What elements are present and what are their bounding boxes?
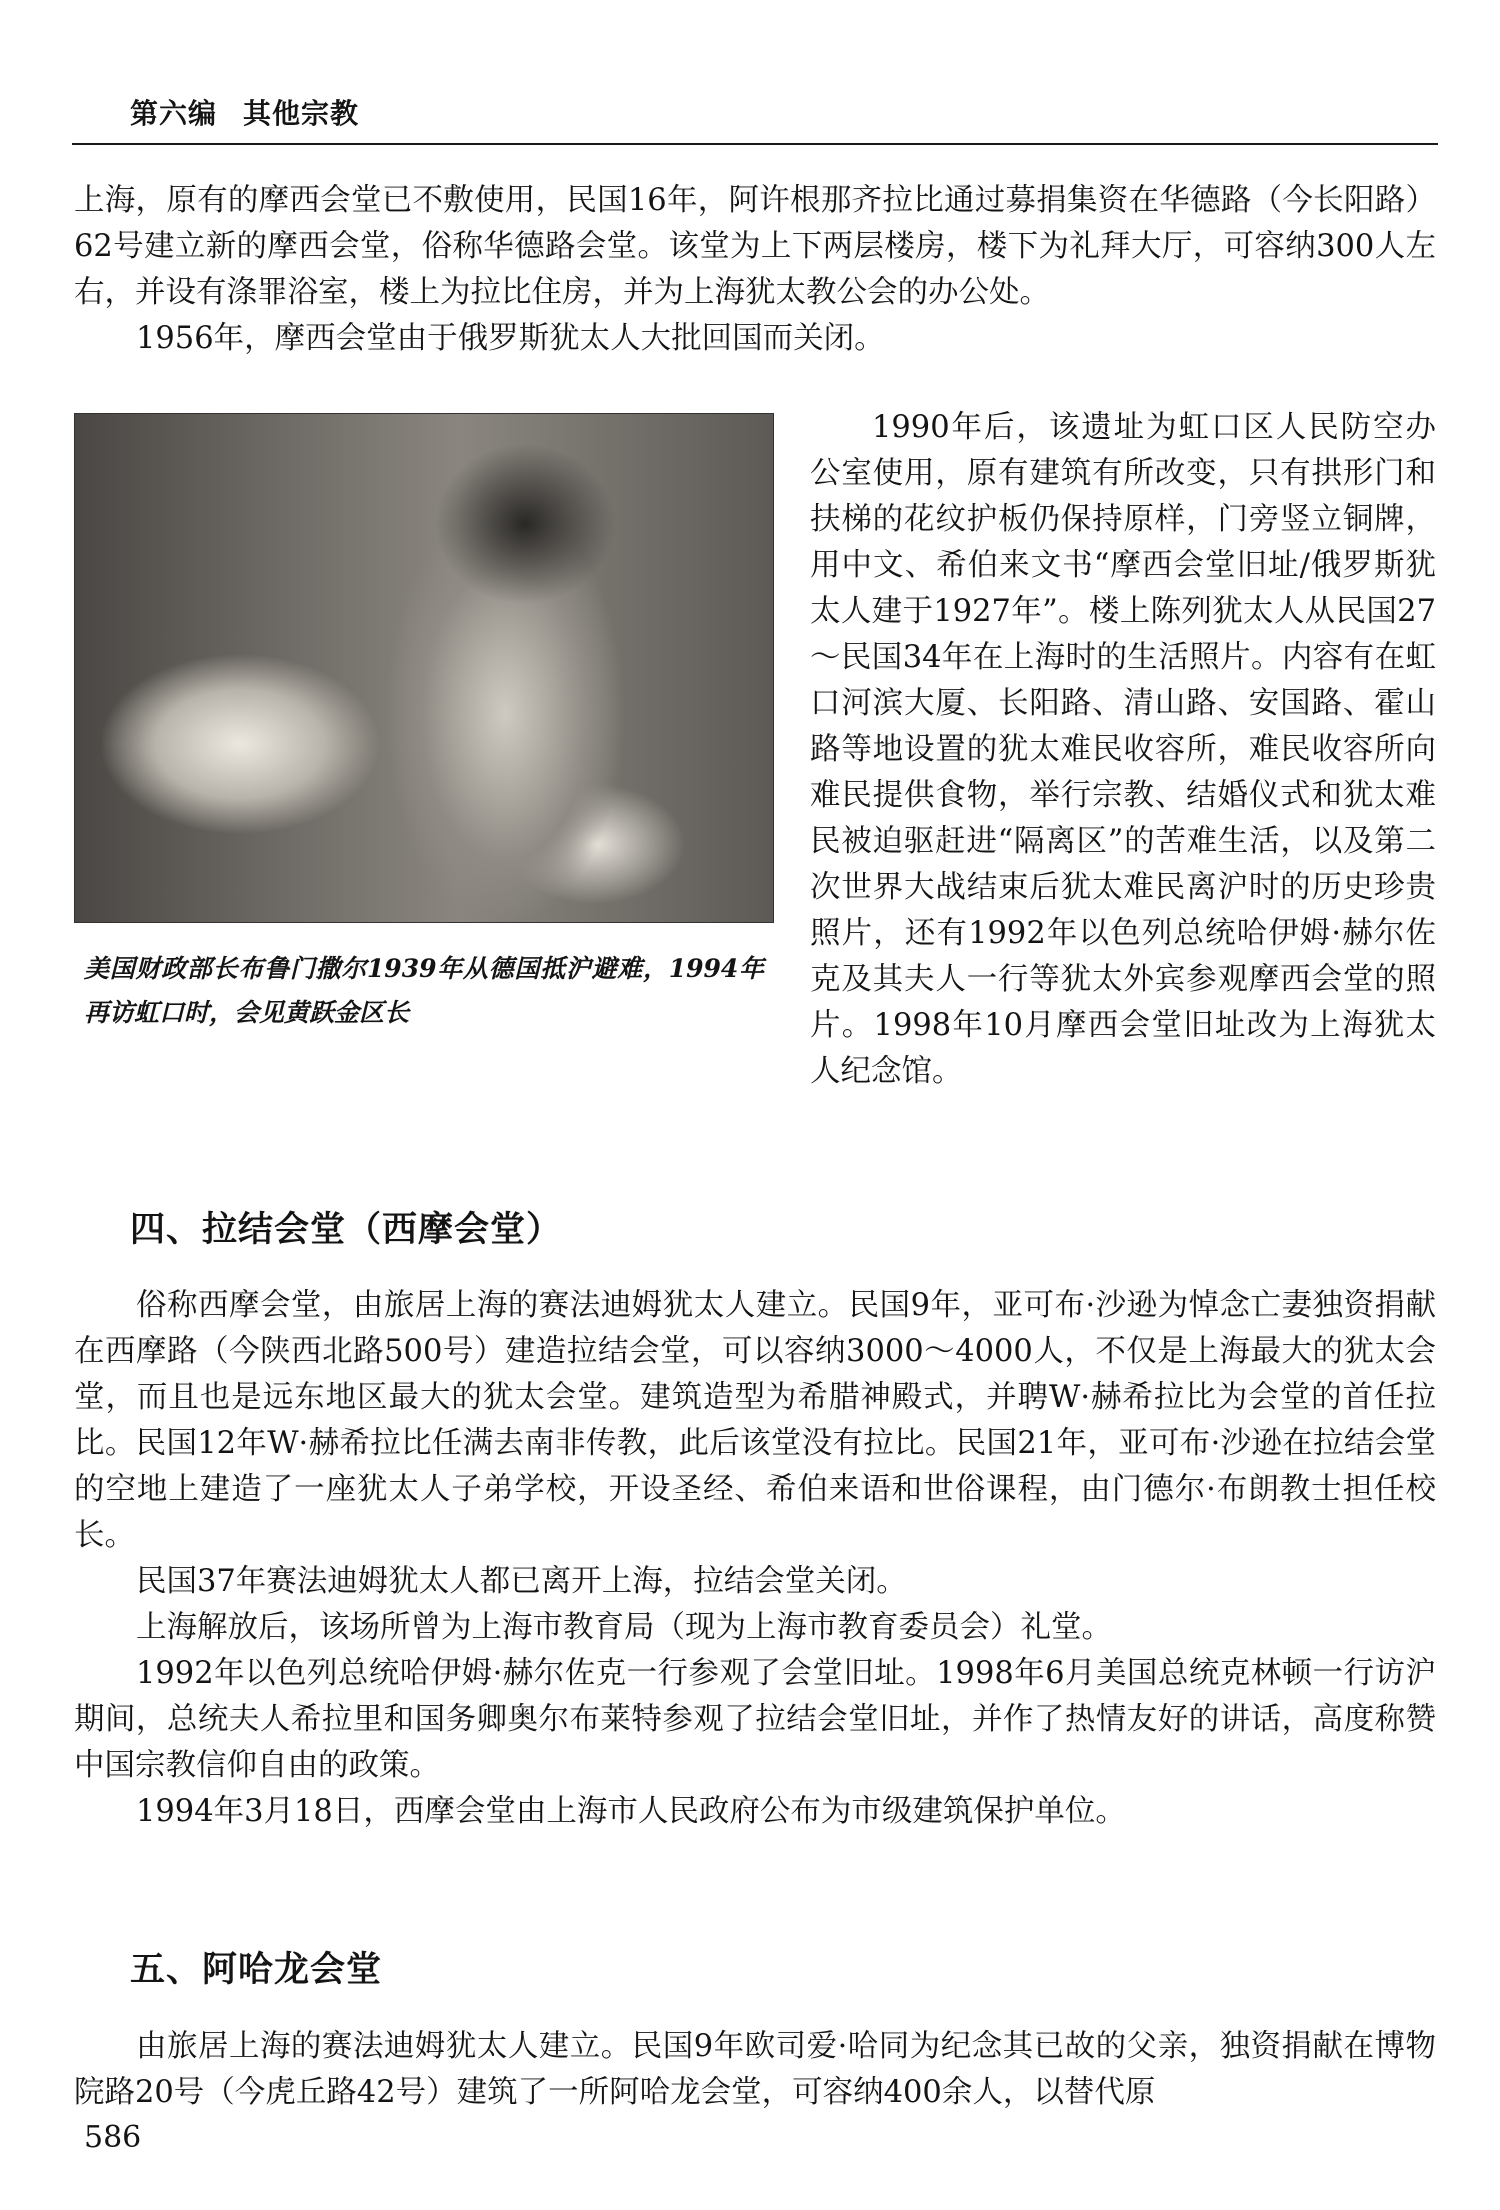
section-5-heading: 五、阿哈龙会堂 (130, 1950, 383, 1990)
running-head-part: 第六编 (130, 97, 218, 130)
section-4-heading: 四、拉结会堂（西摩会堂） (130, 1210, 563, 1250)
figure-caption: 美国财政部长布鲁门撒尔1939年从德国抵沪避难，1994年再访虹口时，会见黄跃金区长 (84, 954, 764, 1027)
intro-text (74, 178, 1436, 362)
section-5-paragraph-1: 由旅居上海的赛法迪姆犹太人建立。民国9年欧司爱·哈同为纪念其已故的父亲，独资捐献在博物院路20号（今虎丘路42号）建筑了一所阿哈龙会堂，可容纳400余人，以替代原 (74, 2029, 1436, 2110)
wrap-paragraph: 1990年后，该遗址为虹口区人民防空办公室使用，原有建筑有所改变，只有拱形门和扶梯的花纹护板仍保持原样，门旁竖立铜牌，用中文、希伯来文书“摩西会堂旧址/俄罗斯犹太人建于1927年”。楼上陈列犹太人从民国27～民国34年在上海时的生活照片。内容有在虹口河滨大厦、长阳路、清山路、安国路、霍山路等地设置的犹太难民收容所，难民收容所向难民提供食物，举行宗教、结婚仪式和犹太难民被迫驱赶进“隔离区”的苦难生活，以及第二次世界大战结束后犹太难民离沪时的历史珍贵照片，还有1992年以色列总统哈伊姆·赫尔佐克及其夫人一行等犹太外宾参观摩西会堂的照片。1998年10月摩西会堂旧址改为上海犹太人纪念馆。 (810, 410, 1436, 1089)
photo (74, 413, 774, 923)
section-4-body (74, 1283, 1436, 1835)
figure (74, 405, 774, 1090)
section-4-paragraph-3: 上海解放后，该场所曾为上海市教育局（现为上海市教育委员会）礼堂。 (136, 1610, 1112, 1645)
figure-wrap-block (74, 405, 1436, 1095)
section-4-paragraph-4: 1992年以色列总统哈伊姆·赫尔佐克一行参观了会堂旧址。1998年6月美国总统克林顿一行访沪期间，总统夫人希拉里和国务卿奥尔布莱特参观了拉结会堂旧址，并作了热情友好的讲话，高度称赞中国宗教信仰自由的政策。 (74, 1656, 1436, 1783)
header-rule (72, 143, 1438, 145)
section-4-paragraph-5: 1994年3月18日，西摩会堂由上海市人民政府公布为市级建筑保护单位。 (136, 1794, 1126, 1829)
section-5-body (74, 2024, 1436, 2116)
running-head-title: 其他宗教 (243, 97, 360, 130)
running-head (130, 92, 359, 132)
page-number: 586 (84, 2120, 142, 2155)
intro-paragraph-1: 上海，原有的摩西会堂已不敷使用，民国16年，阿许根那齐拉比通过募捐集资在华德路（今长阳路）62号建立新的摩西会堂，俗称华德路会堂。该堂为上下两层楼房，楼下为礼拜大厅，可容纳300人左右，并设有涤罪浴室，楼上为拉比住房，并为上海犹太教公会的办公处。 (74, 183, 1436, 310)
section-4-paragraph-1: 俗称西摩会堂，由旅居上海的赛法迪姆犹太人建立。民国9年，亚可布·沙逊为悼念亡妻独资捐献在西摩路（今陕西北路500号）建造拉结会堂，可以容纳3000～4000人，不仅是上海最大的犹太会堂，而且也是远东地区最大的犹太会堂。建筑造型为希腊神殿式，并聘W·赫希拉比为会堂的首任拉比。民国12年W·赫希拉比任满去南非传教，此后该堂没有拉比。民国21年，亚可布·沙逊在拉结会堂的空地上建造了一座犹太人子弟学校，开设圣经、希伯来语和世俗课程，由门德尔·布朗教士担任校长。 (74, 1288, 1436, 1553)
section-4-paragraph-2: 民国37年赛法迪姆犹太人都已离开上海，拉结会堂关闭。 (136, 1564, 907, 1599)
intro-paragraph-2: 1956年，摩西会堂由于俄罗斯犹太人大批回国而关闭。 (136, 321, 885, 356)
